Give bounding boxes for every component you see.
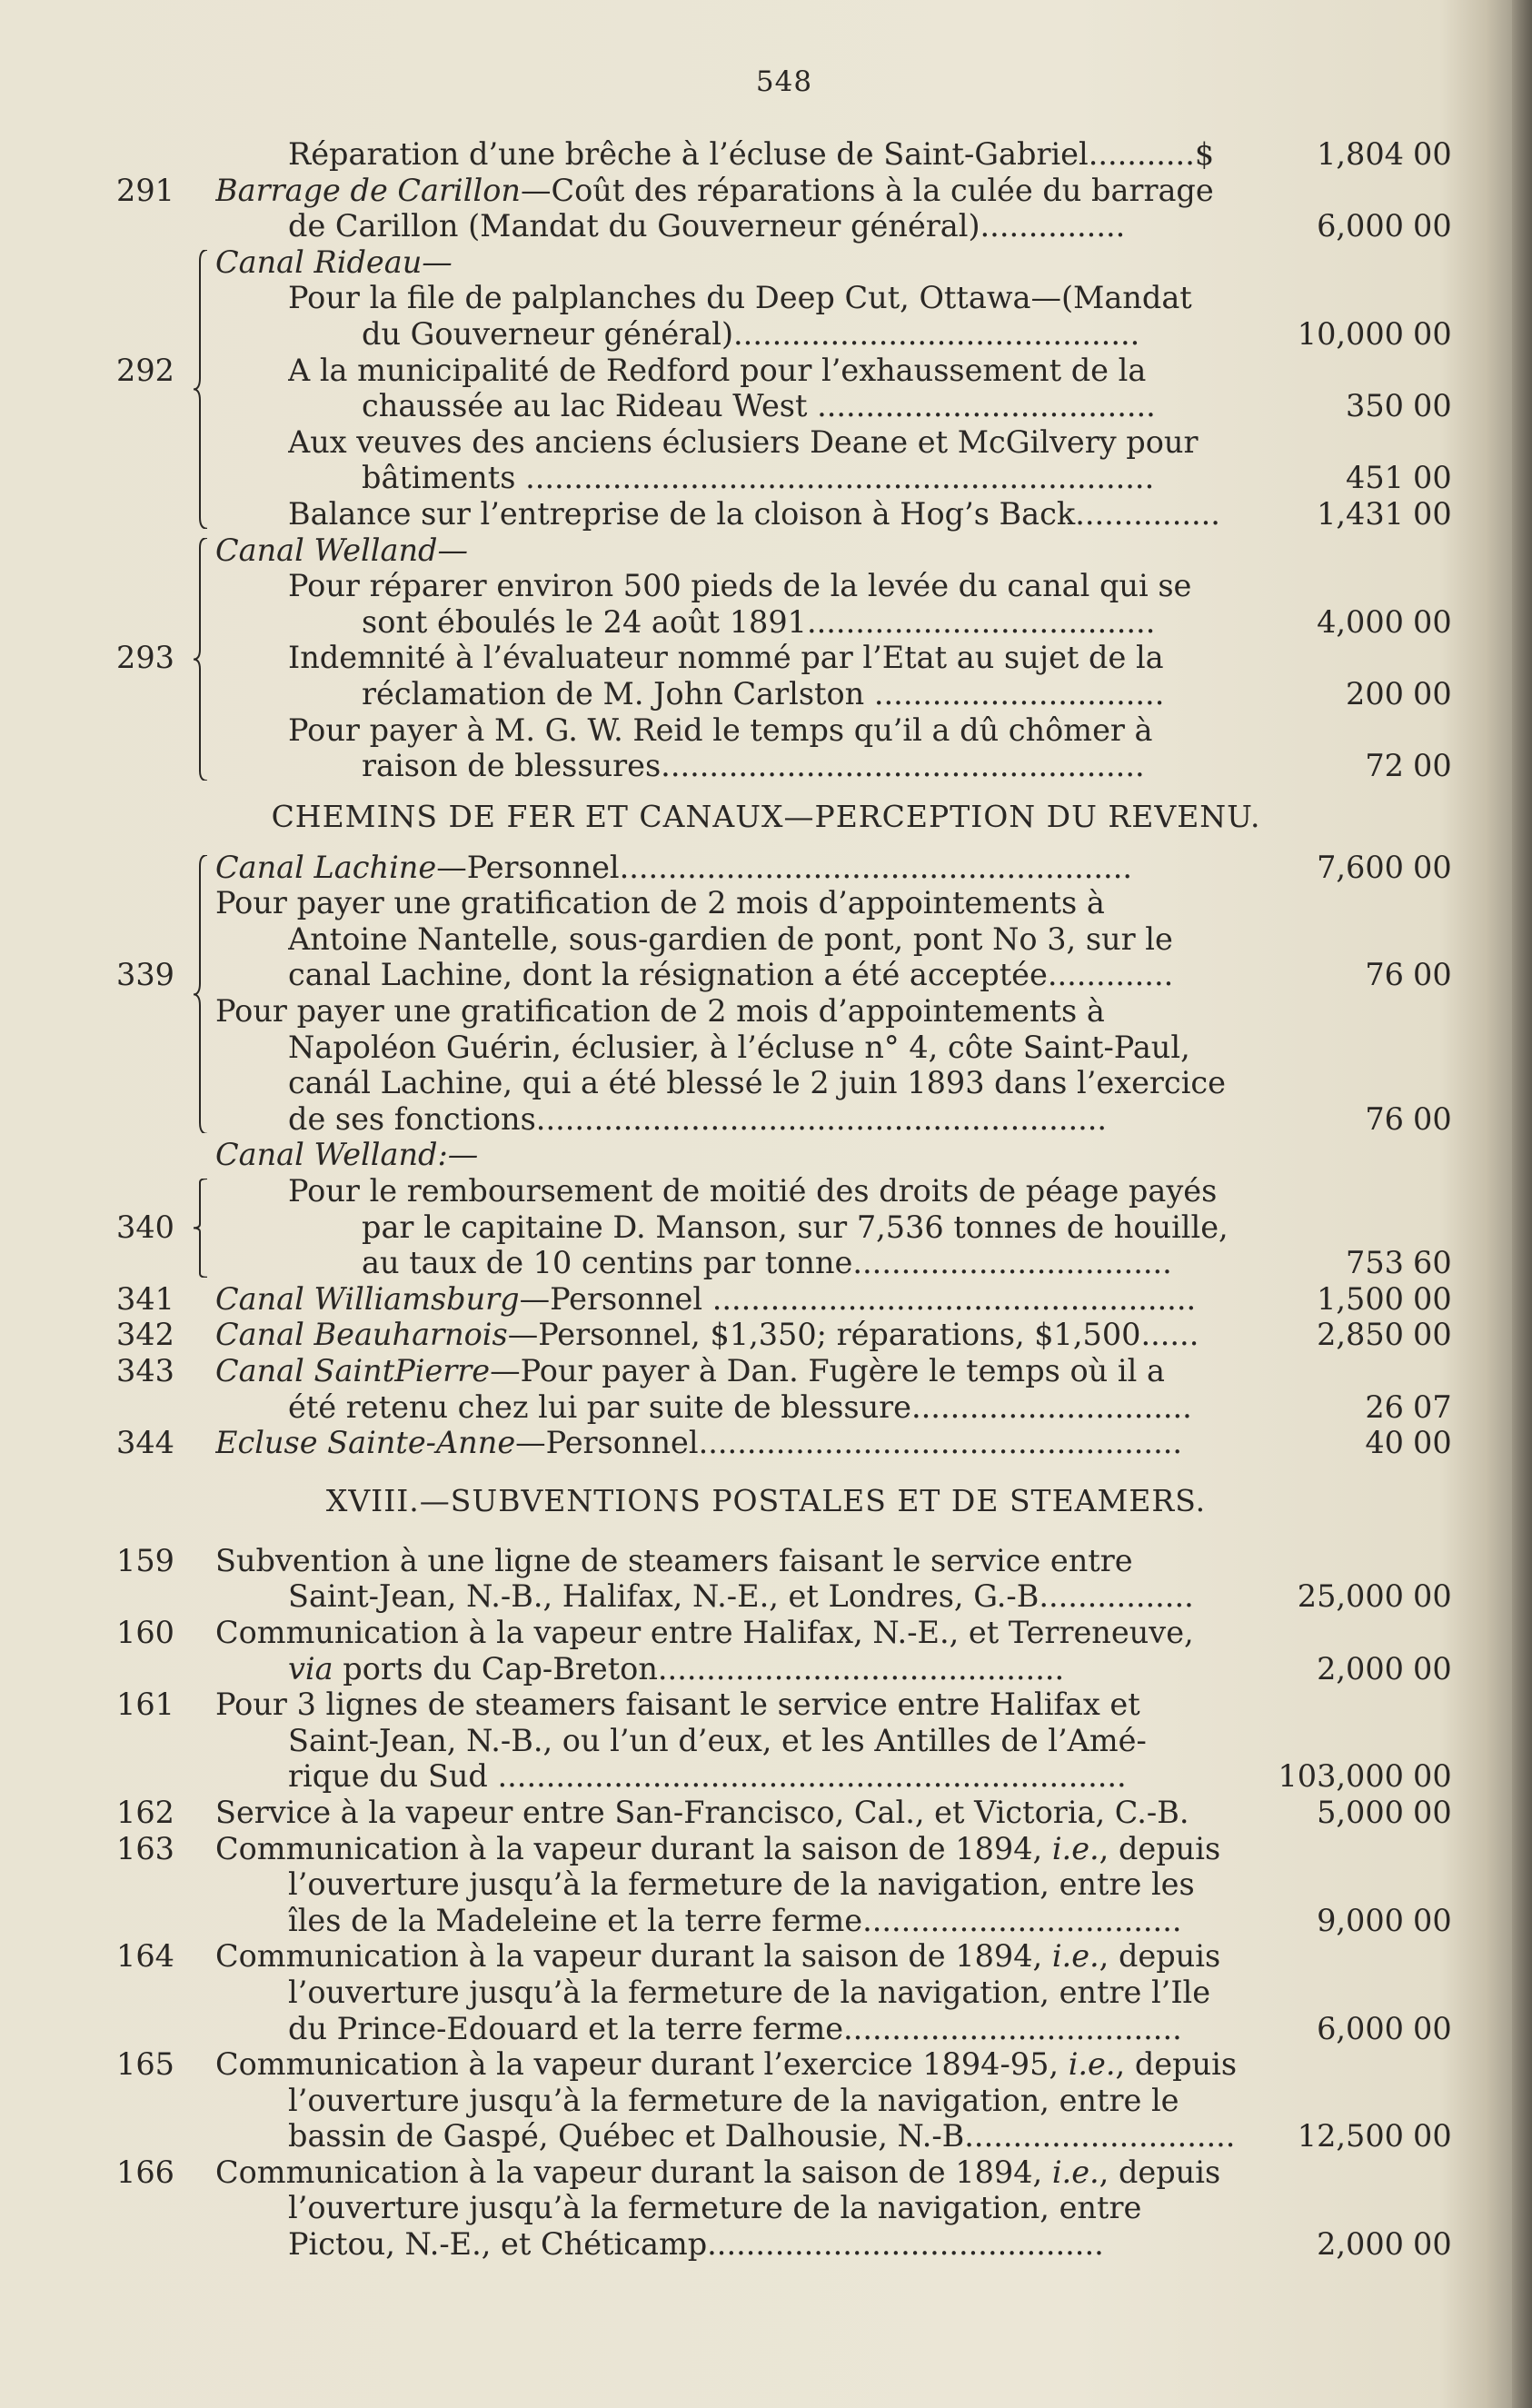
ledger-row bbox=[0, 1425, 1532, 1461]
item-text: Pour payer une gratification de 2 mois d’appointements à bbox=[215, 885, 1105, 921]
item-cents: 00 bbox=[1413, 1794, 1452, 1830]
item-description bbox=[288, 2226, 1254, 2263]
item-text: —Personnel, $1,350; réparations, $1,500...... bbox=[507, 1317, 1199, 1353]
ledger-row bbox=[0, 1831, 1532, 1867]
item-description bbox=[288, 2011, 1254, 2047]
ledger-row bbox=[0, 1651, 1532, 1687]
item-description bbox=[288, 496, 1254, 532]
item-number: 343 bbox=[116, 1353, 174, 1388]
item-text: , depuis bbox=[1099, 1938, 1221, 1975]
item-description bbox=[215, 1317, 1254, 1353]
item-description bbox=[215, 1687, 1249, 1723]
item-description bbox=[288, 640, 1249, 676]
item-description bbox=[288, 957, 1254, 993]
item-text: Saint-Jean, N.-B., Halifax, N.-E., et Londres, G.-B................ bbox=[288, 1578, 1194, 1615]
item-cents: 00 bbox=[1413, 2010, 1452, 2046]
ledger-row bbox=[0, 353, 1532, 389]
item-amount: 2,850 bbox=[1317, 1317, 1404, 1353]
item-number: 293 bbox=[116, 640, 174, 676]
ledger-row bbox=[0, 2190, 1532, 2226]
item-cents: 00 bbox=[1413, 2226, 1452, 2263]
item-number: 161 bbox=[116, 1687, 174, 1723]
item-italic-text: Canal Welland:— bbox=[215, 1137, 479, 1173]
item-italic-text: Canal SaintPierre bbox=[215, 1353, 491, 1388]
item-description bbox=[362, 460, 1254, 496]
item-text: A la municipalité de Redford pour l’exhaussement de la bbox=[288, 352, 1147, 388]
section-postal-subsidies bbox=[0, 1543, 1532, 2263]
item-description bbox=[215, 1938, 1249, 1975]
item-amount: 6,000 bbox=[1317, 208, 1404, 244]
group-brace bbox=[191, 250, 211, 529]
ledger-row bbox=[0, 2046, 1532, 2083]
ledger-row bbox=[0, 424, 1532, 461]
item-cents: 00 bbox=[1413, 2118, 1452, 2154]
item-text: bâtiments ................................................................. bbox=[362, 460, 1155, 496]
ledger-row bbox=[0, 1758, 1532, 1795]
item-text: réclamation de M. John Carlston .............................. bbox=[362, 675, 1165, 711]
ledger-row bbox=[0, 957, 1532, 993]
section-heading-subsidies bbox=[0, 1461, 1532, 1534]
item-description bbox=[288, 280, 1249, 316]
item-text: Réparation d’une brêche à l’écluse de Saint-Gabriel...........$ bbox=[288, 136, 1215, 172]
item-description bbox=[215, 1353, 1249, 1389]
item-text: Pictou, N.-E., et Chéticamp......................................... bbox=[288, 2226, 1104, 2263]
item-description bbox=[215, 993, 1249, 1030]
item-cents: 00 bbox=[1413, 208, 1452, 244]
item-description bbox=[215, 1615, 1249, 1651]
ledger-row bbox=[0, 208, 1532, 244]
item-amount: 76 bbox=[1365, 1100, 1404, 1137]
item-text: de Carillon (Mandat du Gouverneur général)............... bbox=[288, 208, 1126, 244]
page-content bbox=[0, 136, 1532, 2263]
item-amount: 25,000 bbox=[1297, 1578, 1404, 1615]
ledger-row bbox=[0, 1615, 1532, 1651]
item-text: Pour réparer environ 500 pieds de la levée du canal qui se bbox=[288, 568, 1192, 604]
item-amount: 753 bbox=[1346, 1245, 1404, 1281]
item-text: l’ouverture jusqu’à la fermeture de la navigation, entre les bbox=[288, 1866, 1195, 1903]
group-brace bbox=[191, 1179, 211, 1278]
ledger-row bbox=[0, 850, 1532, 886]
ledger-row bbox=[0, 1101, 1532, 1138]
item-text: Pour la file de palplanches du Deep Cut, Ottawa—(Mandat bbox=[288, 280, 1192, 316]
section-canal-expenses bbox=[0, 136, 1532, 784]
item-text: au taux de 10 centins par tonne................................. bbox=[362, 1245, 1172, 1281]
item-description bbox=[288, 568, 1249, 604]
item-amount: 2,000 bbox=[1317, 2226, 1404, 2263]
group-brace bbox=[191, 855, 211, 1134]
ledger-row bbox=[0, 136, 1532, 173]
ledger-row bbox=[0, 640, 1532, 676]
item-amount: 10,000 bbox=[1297, 315, 1404, 352]
item-amount: 350 bbox=[1346, 388, 1404, 424]
item-description bbox=[288, 1651, 1254, 1687]
item-text: canál Lachine, qui a été blessé le 2 juin 1893 dans l’exercice bbox=[288, 1065, 1226, 1101]
item-text: Indemnité à l’évaluateur nommé par l’Etat au sujet de la bbox=[288, 640, 1164, 676]
item-number: 159 bbox=[116, 1542, 174, 1578]
item-italic-text: Barrage de Carillon bbox=[215, 172, 521, 208]
ledger-row bbox=[0, 748, 1532, 784]
item-number: 160 bbox=[116, 1614, 174, 1650]
item-amount: 451 bbox=[1346, 460, 1404, 496]
item-text: l’ouverture jusqu’à la fermeture de la navigation, entre le bbox=[288, 2082, 1179, 2118]
ledger-row bbox=[0, 2011, 1532, 2047]
item-description bbox=[288, 1578, 1254, 1615]
item-description bbox=[362, 1245, 1254, 1281]
item-text: du Prince-Edouard et la terre ferme................................... bbox=[288, 2010, 1182, 2046]
item-text: chaussée au lac Rideau West ................................... bbox=[362, 388, 1156, 424]
item-description bbox=[288, 2118, 1254, 2154]
heading-subsidies-text: XVIII.—SUBVENTIONS POSTALES ET DE STEAMERS. bbox=[325, 1482, 1207, 1518]
item-cents: 00 bbox=[1413, 1425, 1452, 1461]
item-text: été retenu chez lui par suite de blessure............................. bbox=[288, 1388, 1192, 1425]
item-description bbox=[215, 1795, 1254, 1831]
item-description bbox=[215, 1137, 1249, 1173]
item-cents: 00 bbox=[1413, 388, 1452, 424]
ledger-row bbox=[0, 1543, 1532, 1579]
ledger-row bbox=[0, 173, 1532, 209]
item-text: , depuis bbox=[1115, 2046, 1238, 2083]
item-description bbox=[288, 136, 1254, 173]
item-cents: 00 bbox=[1413, 495, 1452, 532]
section-revenue-items bbox=[0, 850, 1532, 1461]
item-text: Communication à la vapeur durant la saison de 1894, bbox=[215, 1830, 1052, 1866]
item-description bbox=[215, 2154, 1249, 2191]
item-description bbox=[362, 1209, 1249, 1246]
item-number: 166 bbox=[116, 2154, 174, 2190]
item-amount: 9,000 bbox=[1317, 1902, 1404, 1938]
ledger-row bbox=[0, 921, 1532, 958]
item-cents: 00 bbox=[1413, 1650, 1452, 1687]
item-cents: 00 bbox=[1413, 1317, 1452, 1353]
item-cents: 00 bbox=[1413, 1902, 1452, 1938]
item-description bbox=[362, 316, 1254, 353]
item-italic-text: i.e. bbox=[1051, 1938, 1099, 1975]
item-text: —Pour payer à Dan. Fugère le temps où il a bbox=[490, 1353, 1165, 1388]
item-description bbox=[288, 1866, 1249, 1903]
ledger-row bbox=[0, 388, 1532, 424]
ledger-row bbox=[0, 1866, 1532, 1903]
item-description bbox=[215, 1425, 1254, 1461]
item-italic-text: i.e. bbox=[1051, 2154, 1099, 2190]
ledger-row bbox=[0, 496, 1532, 532]
item-amount: 26 bbox=[1365, 1388, 1404, 1425]
item-text: Subvention à une ligne de steamers faisant le service entre bbox=[215, 1542, 1133, 1578]
item-number: 164 bbox=[116, 1938, 174, 1975]
item-amount: 72 bbox=[1365, 748, 1404, 784]
item-amount: 6,000 bbox=[1317, 2010, 1404, 2046]
item-text: , depuis bbox=[1099, 1830, 1221, 1866]
ledger-row bbox=[0, 1173, 1532, 1209]
item-text: , depuis bbox=[1099, 2154, 1221, 2190]
item-text: par le capitaine D. Manson, sur 7,536 tonnes de houille, bbox=[362, 1209, 1229, 1245]
item-number: 341 bbox=[116, 1280, 174, 1317]
item-text: Pour payer à M. G. W. Reid le temps qu’il a dû chômer à bbox=[288, 711, 1153, 748]
item-description bbox=[288, 921, 1249, 958]
item-text: Communication à la vapeur durant la saison de 1894, bbox=[215, 2154, 1052, 2190]
item-description bbox=[288, 424, 1249, 461]
item-text: de ses fonctions........................................................... bbox=[288, 1100, 1108, 1137]
heading-revenue-text: CHEMINS DE FER ET CANAUX—PERCEPTION DU REVENU. bbox=[271, 798, 1261, 834]
item-description bbox=[288, 1065, 1249, 1101]
item-number: 344 bbox=[116, 1425, 174, 1461]
item-cents: 00 bbox=[1413, 1100, 1452, 1137]
ledger-row bbox=[0, 532, 1532, 569]
item-text: Communication à la vapeur entre Halifax, N.-E., et Terreneuve, bbox=[215, 1614, 1194, 1650]
item-amount: 12,500 bbox=[1297, 2118, 1404, 2154]
ledger-row bbox=[0, 1245, 1532, 1281]
item-amount: 2,000 bbox=[1317, 1650, 1404, 1687]
ledger-row bbox=[0, 1687, 1532, 1723]
item-description bbox=[288, 1173, 1249, 1209]
ledger-row bbox=[0, 460, 1532, 496]
item-cents: 00 bbox=[1413, 460, 1452, 496]
item-italic-text: i.e. bbox=[1068, 2046, 1116, 2083]
item-cents: 60 bbox=[1413, 1245, 1452, 1281]
item-text: —Coût des réparations à la culée du barrage bbox=[520, 172, 1214, 208]
item-text: raison de blessures.................................................. bbox=[362, 748, 1145, 784]
item-amount: 1,431 bbox=[1317, 495, 1404, 532]
ledger-row bbox=[0, 1137, 1532, 1173]
ledger-row bbox=[0, 1975, 1532, 2011]
item-text: l’ouverture jusqu’à la fermeture de la navigation, entre l’Ile bbox=[288, 1974, 1211, 2010]
item-text: Antoine Nantelle, sous-gardien de pont, pont No 3, sur le bbox=[288, 920, 1173, 957]
item-cents: 00 bbox=[1413, 957, 1452, 993]
ledger-row bbox=[0, 1353, 1532, 1389]
item-number: 165 bbox=[116, 2046, 174, 2083]
item-text: Service à la vapeur entre San-Francisco, Cal., et Victoria, C.-B. bbox=[215, 1794, 1189, 1830]
item-description bbox=[215, 2046, 1249, 2083]
item-italic-text: Canal Rideau— bbox=[215, 244, 453, 280]
item-description bbox=[288, 712, 1249, 749]
item-text: ports du Cap-Breton.......................................... bbox=[333, 1650, 1065, 1687]
ledger-row bbox=[0, 993, 1532, 1030]
ledger-row bbox=[0, 1938, 1532, 1975]
ledger-row bbox=[0, 1030, 1532, 1066]
item-text: —Personnel .................................................. bbox=[519, 1280, 1197, 1317]
item-amount: 1,804 bbox=[1317, 136, 1404, 172]
item-description bbox=[215, 244, 1249, 281]
item-description bbox=[215, 173, 1249, 209]
item-amount: 200 bbox=[1346, 675, 1404, 711]
item-cents: 00 bbox=[1413, 748, 1452, 784]
item-description bbox=[215, 1831, 1249, 1867]
item-italic-text: Canal Beauharnois bbox=[215, 1317, 508, 1353]
ledger-row bbox=[0, 2226, 1532, 2263]
item-text: Aux veuves des anciens éclusiers Deane et McGilvery pour bbox=[288, 423, 1199, 460]
page-number: 548 bbox=[755, 65, 813, 98]
item-number: 340 bbox=[116, 1209, 174, 1245]
item-text: rique du Sud ................................................................. bbox=[288, 1758, 1127, 1795]
item-cents: 00 bbox=[1413, 849, 1452, 885]
item-cents: 00 bbox=[1413, 1578, 1452, 1615]
ledger-row bbox=[0, 2154, 1532, 2191]
item-description bbox=[362, 676, 1254, 712]
item-text: Balance sur l’entreprise de la cloison à Hog’s Back............... bbox=[288, 495, 1220, 532]
item-cents: 00 bbox=[1413, 1758, 1452, 1795]
item-amount: 40 bbox=[1365, 1425, 1404, 1461]
ledger-row bbox=[0, 1281, 1532, 1318]
ledger-row bbox=[0, 280, 1532, 316]
item-amount: 76 bbox=[1365, 957, 1404, 993]
item-description bbox=[288, 1389, 1254, 1426]
ledger-row bbox=[0, 244, 1532, 281]
ledger-row bbox=[0, 2083, 1532, 2119]
item-description bbox=[362, 604, 1254, 641]
item-text: sont éboulés le 24 août 1891.................................... bbox=[362, 603, 1156, 640]
item-italic-text: Canal Williamsburg bbox=[215, 1280, 520, 1317]
group-brace bbox=[191, 538, 211, 781]
item-text: —Personnel.................................................. bbox=[515, 1425, 1183, 1461]
ledger-row bbox=[0, 1795, 1532, 1831]
item-text: l’ouverture jusqu’à la fermeture de la navigation, entre bbox=[288, 2190, 1142, 2226]
item-description bbox=[288, 353, 1249, 389]
item-text: Communication à la vapeur durant la saison de 1894, bbox=[215, 1938, 1052, 1975]
item-description bbox=[288, 1903, 1254, 1939]
item-text: canal Lachine, dont la résignation a été acceptée............. bbox=[288, 957, 1174, 993]
ledger-row bbox=[0, 316, 1532, 353]
item-italic-text: Canal Welland— bbox=[215, 532, 468, 568]
item-italic-text: i.e. bbox=[1051, 1830, 1099, 1866]
item-number: 342 bbox=[116, 1317, 174, 1353]
item-text: Pour le remboursement de moitié des droits de péage payés bbox=[288, 1173, 1218, 1209]
item-amount: 4,000 bbox=[1317, 603, 1404, 640]
item-text: Napoléon Guérin, éclusier, à l’écluse n° 4, côte Saint-Paul, bbox=[288, 1029, 1190, 1065]
ledger-row bbox=[0, 1065, 1532, 1101]
item-number: 339 bbox=[116, 957, 174, 993]
ledger-row bbox=[0, 1389, 1532, 1426]
item-number: 163 bbox=[116, 1830, 174, 1866]
item-cents: 00 bbox=[1413, 1280, 1452, 1317]
ledger-row bbox=[0, 1209, 1532, 1246]
item-text: Saint-Jean, N.-B., ou l’un d’eux, et les Antilles de l’Amé- bbox=[288, 1722, 1147, 1758]
item-description bbox=[215, 850, 1254, 886]
item-description bbox=[215, 1281, 1254, 1318]
item-description bbox=[288, 1975, 1249, 2011]
item-italic-text: Canal Lachine bbox=[215, 849, 437, 885]
item-text: Pour 3 lignes de steamers faisant le service entre Halifax et bbox=[215, 1687, 1140, 1723]
item-italic-text: Ecluse Sainte-Anne bbox=[215, 1425, 516, 1461]
ledger-row bbox=[0, 2118, 1532, 2154]
item-cents: 00 bbox=[1413, 603, 1452, 640]
item-description bbox=[288, 1758, 1254, 1795]
item-cents: 00 bbox=[1413, 136, 1452, 172]
item-description bbox=[215, 1543, 1249, 1579]
item-description bbox=[288, 2190, 1249, 2226]
item-text: îles de la Madeleine et la terre ferme................................. bbox=[288, 1902, 1182, 1938]
item-text: bassin de Gaspé, Québec et Dalhousie, N.-B............................ bbox=[288, 2118, 1236, 2154]
item-description bbox=[288, 1030, 1249, 1066]
item-number: 292 bbox=[116, 352, 174, 388]
item-description bbox=[215, 885, 1249, 921]
item-description bbox=[288, 2083, 1249, 2119]
ledger-row bbox=[0, 712, 1532, 749]
item-text: —Personnel..................................................... bbox=[436, 849, 1132, 885]
item-description bbox=[288, 208, 1254, 244]
item-text: Pour payer une gratification de 2 mois d’appointements à bbox=[215, 993, 1105, 1030]
item-cents: 00 bbox=[1413, 315, 1452, 352]
item-text: du Gouverneur général).......................................... bbox=[362, 315, 1140, 352]
item-description bbox=[362, 748, 1254, 784]
item-amount: 103,000 bbox=[1278, 1758, 1404, 1795]
ledger-row bbox=[0, 885, 1532, 921]
item-amount: 1,500 bbox=[1317, 1280, 1404, 1317]
ledger-row bbox=[0, 568, 1532, 604]
item-number: 291 bbox=[116, 172, 174, 208]
item-description bbox=[215, 532, 1249, 569]
item-description bbox=[288, 1101, 1254, 1138]
item-amount: 5,000 bbox=[1317, 1794, 1404, 1830]
item-italic-text: via bbox=[288, 1650, 333, 1687]
ledger-row bbox=[0, 1317, 1532, 1353]
section-heading-revenue bbox=[0, 784, 1532, 850]
item-amount: 7,600 bbox=[1317, 849, 1404, 885]
item-cents: 07 bbox=[1413, 1388, 1452, 1425]
ledger-row bbox=[0, 604, 1532, 641]
item-text: Communication à la vapeur durant l’exercice 1894-95, bbox=[215, 2046, 1069, 2083]
ledger-row bbox=[0, 1903, 1532, 1939]
item-description bbox=[288, 1723, 1249, 1759]
item-description bbox=[362, 388, 1254, 424]
item-cents: 00 bbox=[1413, 675, 1452, 711]
ledger-row bbox=[0, 676, 1532, 712]
ledger-row bbox=[0, 1578, 1532, 1615]
item-number: 162 bbox=[116, 1794, 174, 1830]
ledger-row bbox=[0, 1723, 1532, 1759]
